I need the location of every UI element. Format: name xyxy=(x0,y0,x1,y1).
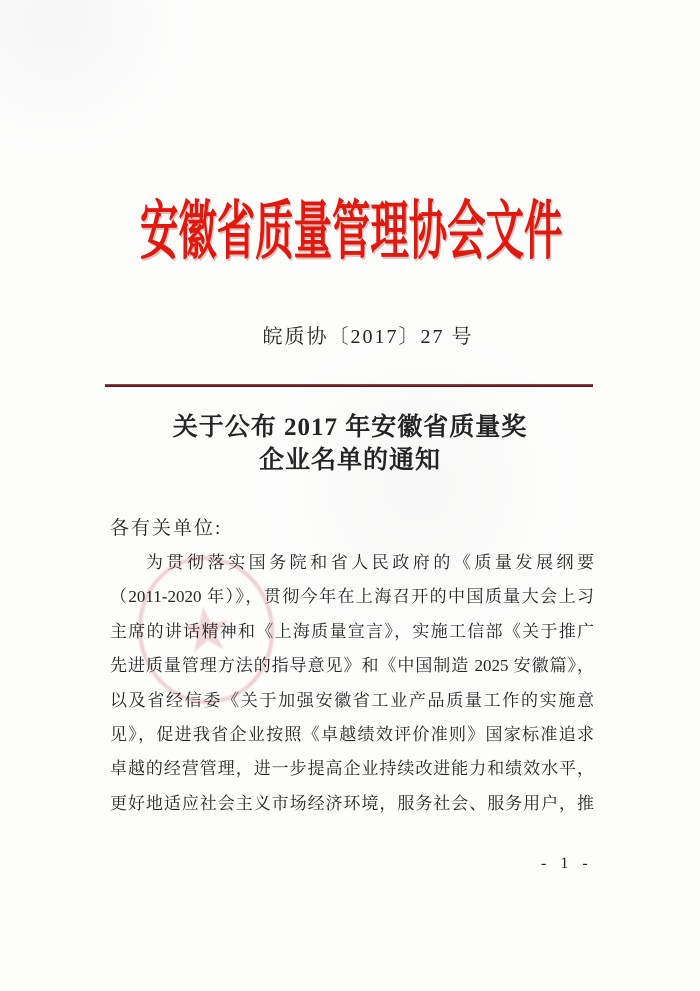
paragraph-line: （2011-2020 年）》，贯彻今年在上海召开的中国质量大会上习 xyxy=(110,587,594,607)
paragraph-line: 见》，促进我省企业按照《卓越绩效评价准则》国家标准追求 xyxy=(110,724,594,744)
paragraph-line: 先进质量管理方法的指导意见》和《中国制造 2025 安徽篇》， xyxy=(110,656,594,676)
masthead-divider-rule xyxy=(105,384,593,387)
document-title-line-1: 关于公布 2017 年安徽省质量奖 xyxy=(172,414,528,441)
page-number: - 1 - xyxy=(541,855,593,872)
paragraph-line: 以及省经信委《关于加强安徽省工业产品质量工作的实施意 xyxy=(110,690,594,710)
paragraph-line: 更好地适应社会主义市场经济环境，服务社会、服务用户，推 xyxy=(110,793,594,813)
paragraph-line: 为贯彻落实国务院和省人民政府的《质量发展纲要 xyxy=(146,553,594,572)
document-title xyxy=(0,411,700,477)
paragraph-line: 主席的讲话精神和《上海质量宣言》，实施工信部《关于推广 xyxy=(110,621,594,641)
document-body xyxy=(110,512,594,821)
salutation: 各有关单位: xyxy=(110,518,223,539)
paragraph-line: 卓越的经营管理，进一步提高企业持续改进能力和绩效水平， xyxy=(110,759,594,779)
star-icon: ★ xyxy=(173,589,238,670)
document-title-line-2: 企业名单的通知 xyxy=(258,447,441,474)
document-number: 皖质协〔2017〕27 号 xyxy=(262,326,474,348)
masthead-org-title: 安徽省质量管理协会文件 xyxy=(139,196,563,267)
